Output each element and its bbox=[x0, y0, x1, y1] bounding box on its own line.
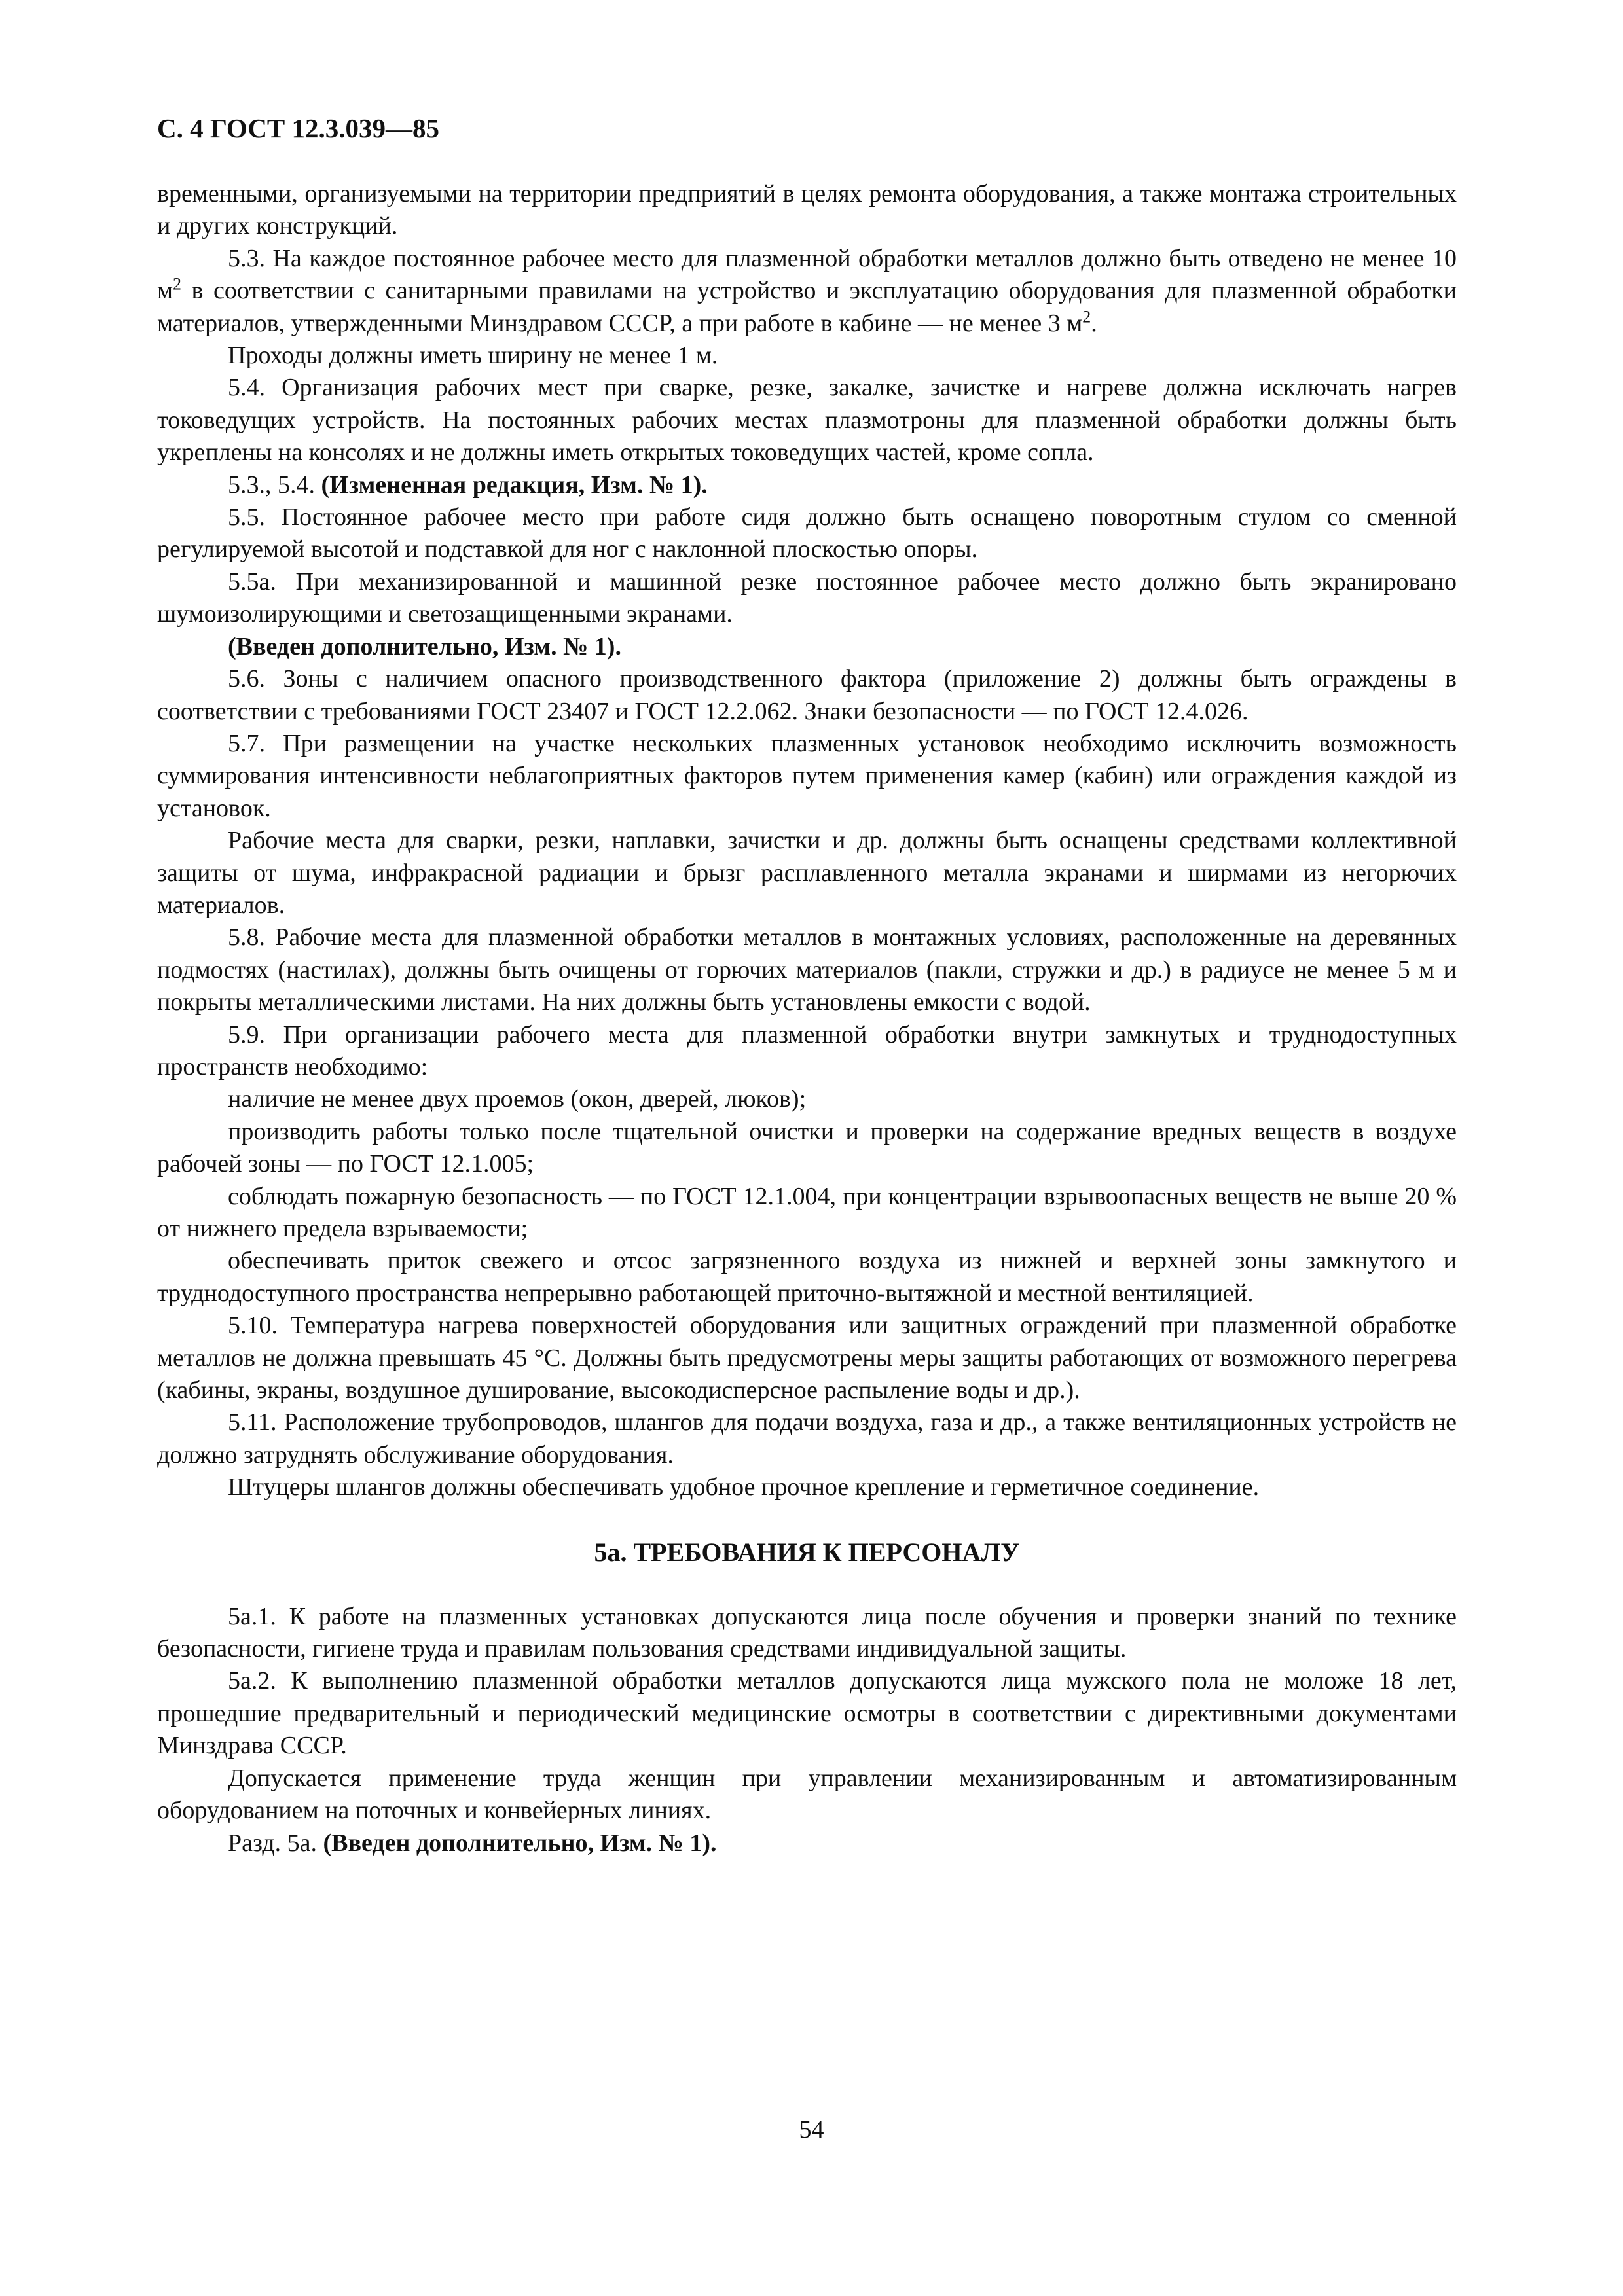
paragraph-5-3-text-a: 5.3. На каждое постоянное рабочее место для плазменной обработки металлов должно быть отведено не менее 10 м bbox=[157, 244, 1457, 305]
paragraph-amendment-5-5a: (Введен дополнительно, Изм. № 1). bbox=[228, 632, 621, 660]
paragraph-5a-1: 5а.1. К работе на плазменных установках допускаются лица после обучения и проверки знаний по технике безопасности, гигиене труда и правилам пользования средствами индивидуальной защиты. bbox=[157, 1602, 1457, 1663]
list-item-ventilation: обеспечивать приток свежего и отсос загрязненного воздуха из нижней и верхней зоны замкнутого и труднодоступного пространства непрерывно работающей приточно-вытяжной и местной вентиляцией. bbox=[157, 1247, 1457, 1307]
paragraph-5-7: 5.7. При размещении на участке нескольких плазменных установок необходимо исключить возможность суммирования интенсивности неблагоприятных факторов путем применения камер (кабин) или ограждения каждой из установок. bbox=[157, 729, 1457, 822]
paragraph-5-11: 5.11. Расположение трубопроводов, шлангов для подачи воздуха, газа и др., а также вентиляционных устройств не должно затруднять обслуживание оборудования. bbox=[157, 1408, 1457, 1469]
page-header: С. 4 ГОСТ 12.3.039—85 bbox=[157, 113, 440, 143]
list-item-fire-safety: соблюдать пожарную безопасность — по ГОСТ 12.1.004, при концентрации взрывоопасных веществ не выше 20 % от нижнего предела взрываемости; bbox=[157, 1182, 1457, 1242]
paragraph-5-10: 5.10. Температура нагрева поверхностей оборудования или защитных ограждений при плазменной обработке металлов не должна превышать 45 °С. Должны быть предусмотрены меры защиты работающих от возможного перегрева (кабины, экраны, воздушное душирование, высокодисперсное распыление воды и др.). bbox=[157, 1312, 1457, 1405]
paragraph-workplaces: Рабочие места для сварки, резки, наплавки, зачистки и др. должны быть оснащены средствами коллективной защиты от шума, инфракрасной радиации и брызг расплавленного металла экранами и ширмами из негорючих материалов. bbox=[157, 827, 1457, 919]
paragraph-amendment-5-3-5-4 bbox=[157, 469, 1457, 501]
amendment-note: (Измененная редакция, Изм. № 1). bbox=[321, 471, 708, 499]
paragraph-5-3-text-b: в соответствии с санитарными правилами на устройство и эксплуатацию оборудования для плазменной обработки материалов, утвержденными Минздравом СССР, а при работе в кабине — не менее 3 м bbox=[157, 277, 1457, 337]
paragraph-women-labor: Допускается применение труда женщин при управлении механизированным и автоматизированным оборудованием на поточных и конвейерных линиях. bbox=[157, 1764, 1457, 1825]
paragraph-5-4: 5.4. Организация рабочих мест при сварке, резке, закалке, зачистке и нагреве должна исключать нагрев токоведущих устройств. На постоянных рабочих местах плазмотроны для плазменной обработки должны быть укреплены на консолях и не должны иметь открытых токоведущих частей, кроме сопла. bbox=[157, 374, 1457, 467]
page-number: 54 bbox=[799, 2116, 824, 2144]
section-title-5a: 5а. ТРЕБОВАНИЯ К ПЕРСОНАЛУ bbox=[594, 1537, 1020, 1567]
section-amendment-note: (Введен дополнительно, Изм. № 1). bbox=[323, 1829, 717, 1857]
paragraph-5a-2: 5а.2. К выполнению плазменной обработки металлов допускаются лица мужского пола не моложе 18 лет, прошедшие предварительный и периодический медицинские осмотры в соответствии с директивными документами Минздрава СССР. bbox=[157, 1667, 1457, 1760]
paragraph-5-8: 5.8. Рабочие места для плазменной обработки металлов в монтажных условиях, расположенные на деревянных подмостях (настилах), должны быть очищены от горючих материалов (пакли, стружки и др.) в радиусе не менее 5 м и покрыты металлическими листами. На них должны быть установлены емкости с водой. bbox=[157, 924, 1457, 1016]
paragraph-5-5: 5.5. Постоянное рабочее место при работе сидя должно быть оснащено поворотным стулом со сменной регулируемой высотой и подставкой для ног с наклонной плоскостью опоры. bbox=[157, 503, 1457, 564]
superscript-2-second: 2 bbox=[1082, 306, 1091, 326]
list-item-openings: наличие не менее двух проемов (окон, дверей, люков); bbox=[228, 1085, 807, 1113]
paragraph-section-amendment bbox=[157, 1827, 1457, 1859]
list-item-cleaning: производить работы только после тщательной очистки и проверки на содержание вредных веществ в воздухе рабочей зоны — по ГОСТ 12.1.005; bbox=[157, 1117, 1457, 1178]
paragraph-5-6: 5.6. Зоны с наличием опасного производственного фактора (приложение 2) должны быть ограждены в соответствии с требованиями ГОСТ 23407 и ГОСТ 12.2.062. Знаки безопасности — по ГОСТ 12.4.026. bbox=[157, 665, 1457, 725]
document-body bbox=[157, 178, 1457, 1859]
superscript-2-first: 2 bbox=[173, 274, 182, 294]
section-amendment-ref: Разд. 5а. bbox=[228, 1829, 323, 1857]
amendment-ref: 5.3., 5.4. bbox=[228, 471, 321, 499]
paragraph-5-3 bbox=[157, 243, 1457, 340]
paragraph-5-5a: 5.5а. При механизированной и машинной резке постоянное рабочее место должно быть экранировано шумоизолирующими и светозащищенными экранами. bbox=[157, 567, 1457, 628]
paragraph-fittings: Штуцеры шлангов должны обеспечивать удобное прочное крепление и герметичное соединение. bbox=[228, 1473, 1260, 1501]
paragraph-continuation: временными, организуемыми на территории предприятий в целях ремонта оборудования, а также монтажа строительных и других конструкций. bbox=[157, 180, 1457, 240]
document-page bbox=[157, 111, 1457, 1859]
paragraph-5-9: 5.9. При организации рабочего места для плазменной обработки внутри замкнутых и труднодоступных пространств необходимо: bbox=[157, 1020, 1457, 1081]
paragraph-5-3-text-c: . bbox=[1091, 309, 1097, 337]
paragraph-passages: Проходы должны иметь ширину не менее 1 м. bbox=[228, 342, 718, 370]
